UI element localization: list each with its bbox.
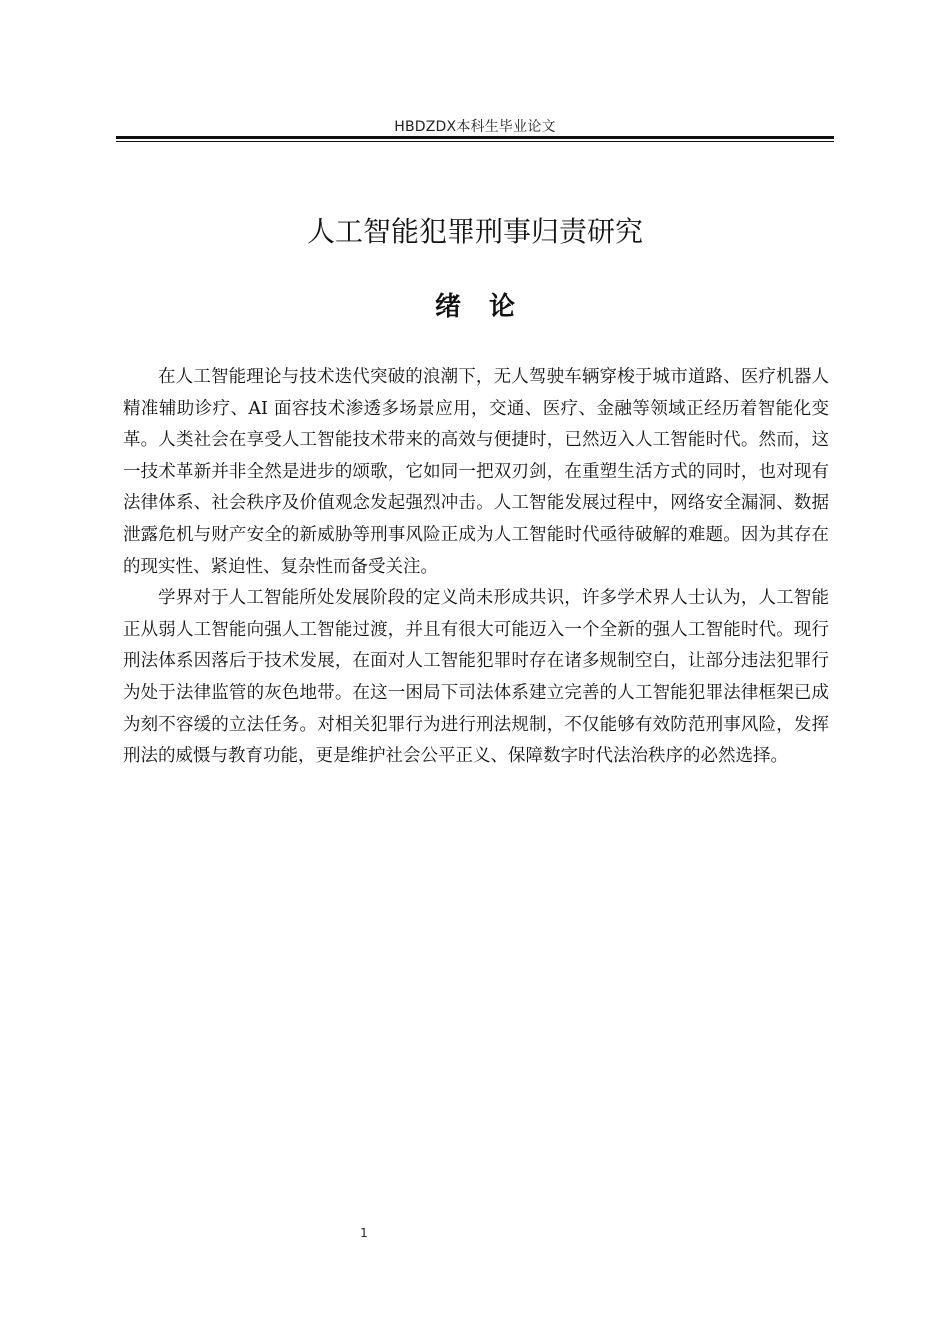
header-rule-thick	[116, 136, 834, 139]
paragraph-1: 在人工智能理论与技术迭代突破的浪潮下，无人驾驶车辆穿梭于城市道路、医疗机器人精准辅助诊疗、AI 面容技术渗透多场景应用，交通、医疗、金融等领域正经历着智能化变革。人类社会在享受人工智能技术带来的高效与便捷时，已然迈入人工智能时代。然而，这一技术革新并非全然是进步的颂歌，它如同一把双刃剑，在重塑生活方式的同时，也对现有法律体系、社会秩序及价值观念发起强烈冲击。人工智能发展过程中，网络安全漏洞、数据泄露危机与财产安全的新威胁等刑事风险正成为人工智能时代亟待破解的难题。因为其存在的现实性、紧迫性、复杂性而备受关注。	[123, 367, 829, 577]
running-header: HBDZDX本科生毕业论文	[394, 119, 556, 135]
paragraph-2: 学界对于人工智能所处发展阶段的定义尚未形成共识，许多学术界人士认为，人工智能正从弱人工智能向强人工智能过渡，并且有很大可能迈入一个全新的强人工智能时代。现行刑法体系因落后于技术发展，在面对人工智能犯罪时存在诸多规制空白，让部分违法犯罪行为处于法律监管的灰色地带。在这一困局下司法体系建立完善的人工智能犯罪法律框架已成为刻不容缓的立法任务。对相关犯罪行为进行刑法规制，不仅能够有效防范刑事风险，发挥刑法的威慑与教育功能，更是维护社会公平正义、保障数字时代法治秩序的必然选择。	[123, 588, 829, 767]
body-text	[123, 362, 829, 773]
header-rule-thin	[116, 141, 834, 142]
paper-title: 人工智能犯罪刑事归责研究	[306, 215, 643, 248]
page-number: 1	[360, 1226, 368, 1240]
section-title: 绪论	[434, 292, 543, 322]
